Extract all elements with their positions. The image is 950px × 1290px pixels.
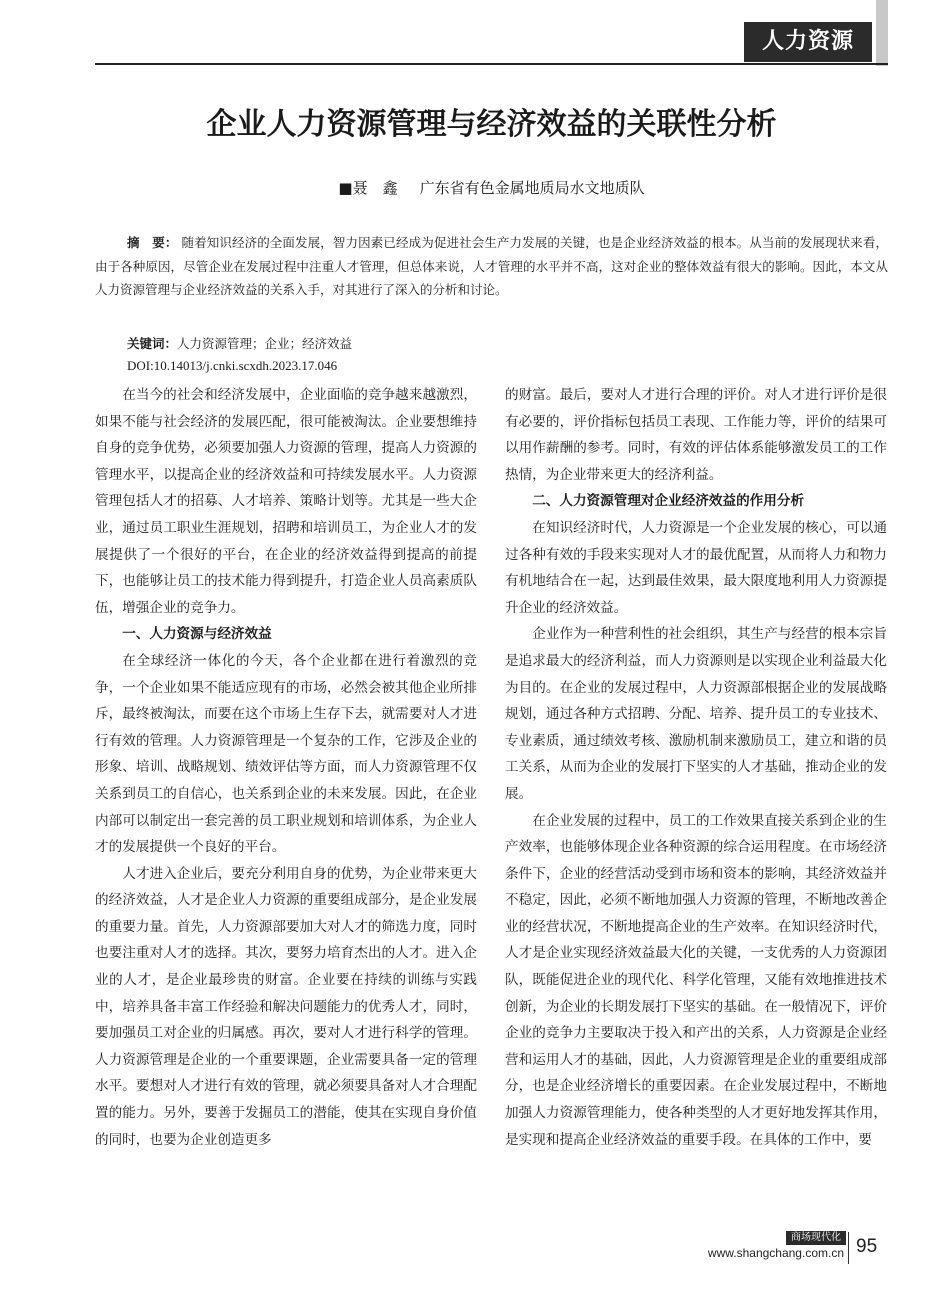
paragraph: 在知识经济时代，人力资源是一个企业发展的核心，可以通过各种有效的手段来实现对人才的最优配置，从而将人力和物力有机地结合在一起，达到最佳效果，最大限度地利用人力资源提升企业的经济效益。 <box>505 519 887 616</box>
author-affiliation: 广东省有色金属地质局水文地质队 <box>419 179 645 197</box>
body-column-right <box>505 382 887 1153</box>
body-column-left <box>95 382 477 1153</box>
footer-brand-logo: 商场现代化 <box>786 1231 846 1245</box>
paragraph: 的财富。最后，要对人才进行合理的评价。对人才进行评价是很有必要的，评价指标包括员工表现、工作能力等，评价的结果可以用作薪酬的参考。同时，有效的评估体系能够激发员工的工作热情，为企业带来更大的经济利益。 <box>505 387 887 483</box>
paragraph: 在全球经济一体化的今天，各个企业都在进行着激烈的竞争，一个企业如果不能适应现有的市场，必然会被其他企业所排斥，最终被淘汰，而要在这个市场上生存下去，就需要对人才进行有效的管理。人力资源管理是一个复杂的工作，它涉及企业的形象、培训、战略规划、绩效评估等方面，而人力资源管理不仅关系到员工的自信心，也关系到企业的未来发展。因此，在企业内部可以制定出一套完善的员工职业规划和培训体系，为企业人才的发展提供一个良好的平台。 <box>95 652 477 856</box>
section-tab: 人力资源 <box>744 22 872 62</box>
doi: DOI:10.14013/j.cnki.scxdh.2023.17.046 <box>127 358 338 373</box>
abstract-text: 随着知识经济的全面发展，智力因素已经成为促进社会生产力发展的关键，也是企业经济效益的根本。从当前的发展现状来看，由于各种原因，尽管企业在发展过程中注重人才管理，但总体来说，人才管理的水平并不高，这对企业的整体效益有很大的影响。因此，本文从人力资源管理与企业经济效益的关系入手，对其进行了深入的分析和讨论。 <box>95 235 888 297</box>
abstract <box>95 231 888 302</box>
section-heading: 一、人力资源与经济效益 <box>122 626 272 643</box>
header-rule <box>95 63 888 65</box>
paragraph: 在当今的社会和经济发展中，企业面临的竞争越来越激烈，如果不能与社会经济的发展匹配，很可能被淘汰。企业要想维持自身的竞争优势，必须要加强人力资源的管理，提高人力资源的管理水平，以提高企业的经济效益和可持续发展水平。人力资源管理包括人才的招募、人才培养、策略计划等。尤其是一些大企业，通过员工职业生涯规划，招聘和培训员工，为企业人才的发展提供了一个很好的平台，在企业的经济效益得到提高的前提下，也能够让员工的技术能力得到提升，打造企业人员高素质队伍，增强企业的竞争力。 <box>95 387 477 616</box>
page-number: 95 <box>856 1236 878 1257</box>
byline <box>95 176 888 200</box>
footer-separator <box>848 1232 849 1264</box>
paragraph: 人才进入企业后，要充分利用自身的优势，为企业带来更大的经济效益，人才是企业人力资源的重要组成部分，是企业发展的重要力量。首先，人力资源部要加大对人才的筛选力度，同时也要注重对人才的选择。其次，要努力培育杰出的人才。进入企业的人才，是企业最珍贵的财富。企业要在持续的训练与实践中，培养具备丰富工作经验和解决问题能力的优秀人才，同时，要加强员工对企业的归属感。再次，要对人才进行科学的管理。人力资源管理是企业的一个重要课题，企业需要具备一定的管理水平。要想对人才进行有效的管理，就必须要具备对人才合理配置的能力。另外，要善于发掘员工的潜能，使其在实现自身价值的同时，也要为企业创造更多 <box>95 865 477 1148</box>
paragraph: 在企业发展的过程中，员工的工作效果直接关系到企业的生产效率，也能够体现企业各种资源的综合运用程度。在市场经济条件下，企业的经营活动受到市场和资本的影响，其经济效益并不稳定，因此，必须不断地加强人力资源的管理，不断地改善企业的经营状况，不断地提高企业的生产效率。在知识经济时代，人才是企业实现经济效益最大化的关键，一支优秀的人力资源团队，既能促进企业的现代化、科学化管理，又能有效地推进技术创新，为企业的长期发展打下坚实的基础。在一般情况下，评价企业的竞争力主要取决于投入和产出的关系，人力资源是企业经营和运用人才的基础，因此，人力资源管理是企业的重要组成部分，也是企业经济增长的重要因素。在企业发展过程中，不断地加强人力资源管理能力，使各种类型的人才更好地发挥其作用，是实现和提高企业经济效益的重要手段。在具体的工作中，要 <box>505 812 887 1148</box>
author-name: ■聂 鑫 <box>338 179 398 197</box>
abstract-label: 摘 要： <box>127 235 178 250</box>
paragraph: 企业作为一种营利性的社会组织，其生产与经营的根本宗旨是追求最大的经济利益，而人力资源则是以实现企业利益最大化为目的。在企业的发展过程中，人力资源部根据企业的发展战略规划，通过各种方式招聘、分配、培养、提升员工的专业技术、专业素质，通过绩效考核、激励机制来激励员工，建立和谐的员工关系，从而为企业的发展打下坚实的人才基础，推动企业的发展。 <box>505 626 887 802</box>
keywords-text: 人力资源管理；企业；经济效益 <box>177 336 353 351</box>
footer-url: www.shangchang.com.cn <box>707 1246 844 1260</box>
keywords <box>127 334 887 354</box>
article-title: 企业人力资源管理与经济效益的关联性分析 <box>206 107 777 142</box>
section-heading: 二、人力资源管理对企业经济效益的作用分析 <box>532 493 805 510</box>
keywords-label: 关键词： <box>127 336 178 351</box>
header-gray-strip <box>876 0 888 66</box>
